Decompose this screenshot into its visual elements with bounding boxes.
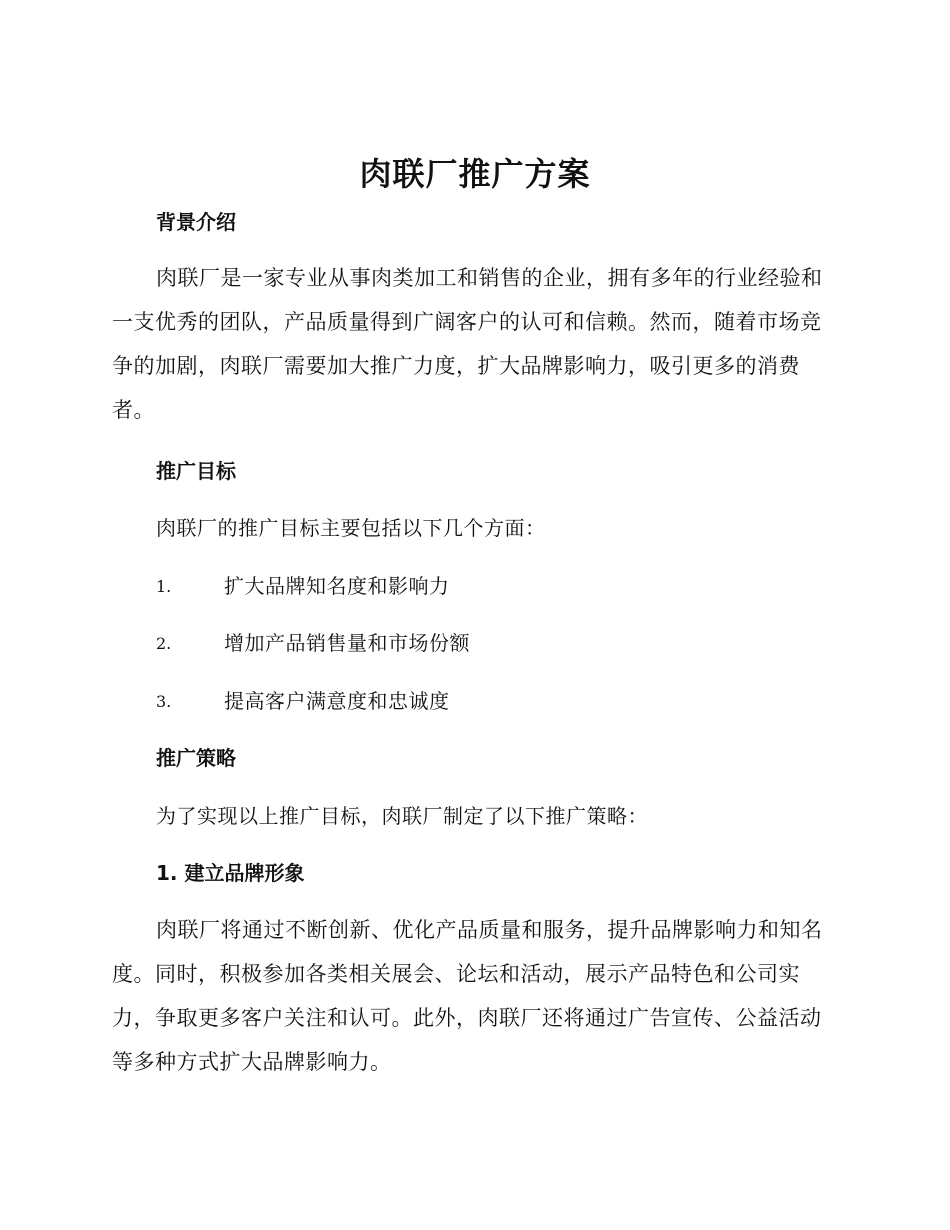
list-item-number: 3. [156, 692, 172, 711]
brand-image-paragraph: 肉联厂将通过不断创新、优化产品质量和服务，提升品牌影响力和知名度。同时，积极参加各类相关展会、论坛和活动，展示产品特色和公司实力，争取更多客户关注和认可。此外，肉联厂还将通过广告宣传、公益活动等多种方式扩大品牌影响力。 [112, 918, 823, 1074]
list-item-text: 增加产品销售量和市场份额 [224, 631, 470, 655]
list-item-number: 1. [156, 577, 172, 596]
list-item-number: 2. [156, 634, 172, 653]
list-item-text: 提高客户满意度和忠诚度 [224, 689, 450, 713]
subsection-heading-brand-image: 1. 建立品牌形象 [156, 861, 305, 885]
section-heading-strategy: 推广策略 [156, 746, 236, 770]
goals-intro: 肉联厂的推广目标主要包括以下几个方面： [156, 516, 546, 540]
list-item-text: 扩大品牌知名度和影响力 [224, 574, 450, 598]
section-heading-goals: 推广目标 [156, 459, 236, 483]
list-item [156, 572, 756, 600]
list-item [156, 629, 756, 657]
strategy-intro: 为了实现以上推广目标，肉联厂制定了以下推广策略： [156, 804, 648, 828]
document-title: 肉联厂推广方案 [359, 155, 591, 193]
list-item [156, 687, 756, 715]
background-paragraph: 肉联厂是一家专业从事肉类加工和销售的企业，拥有多年的行业经验和一支优秀的团队，产品质量得到广阔客户的认可和信赖。然而，随着市场竞争的加剧，肉联厂需要加大推广力度，扩大品牌影响力，吸引更多的消费者。 [112, 266, 823, 422]
section-heading-background: 背景介绍 [156, 210, 236, 234]
